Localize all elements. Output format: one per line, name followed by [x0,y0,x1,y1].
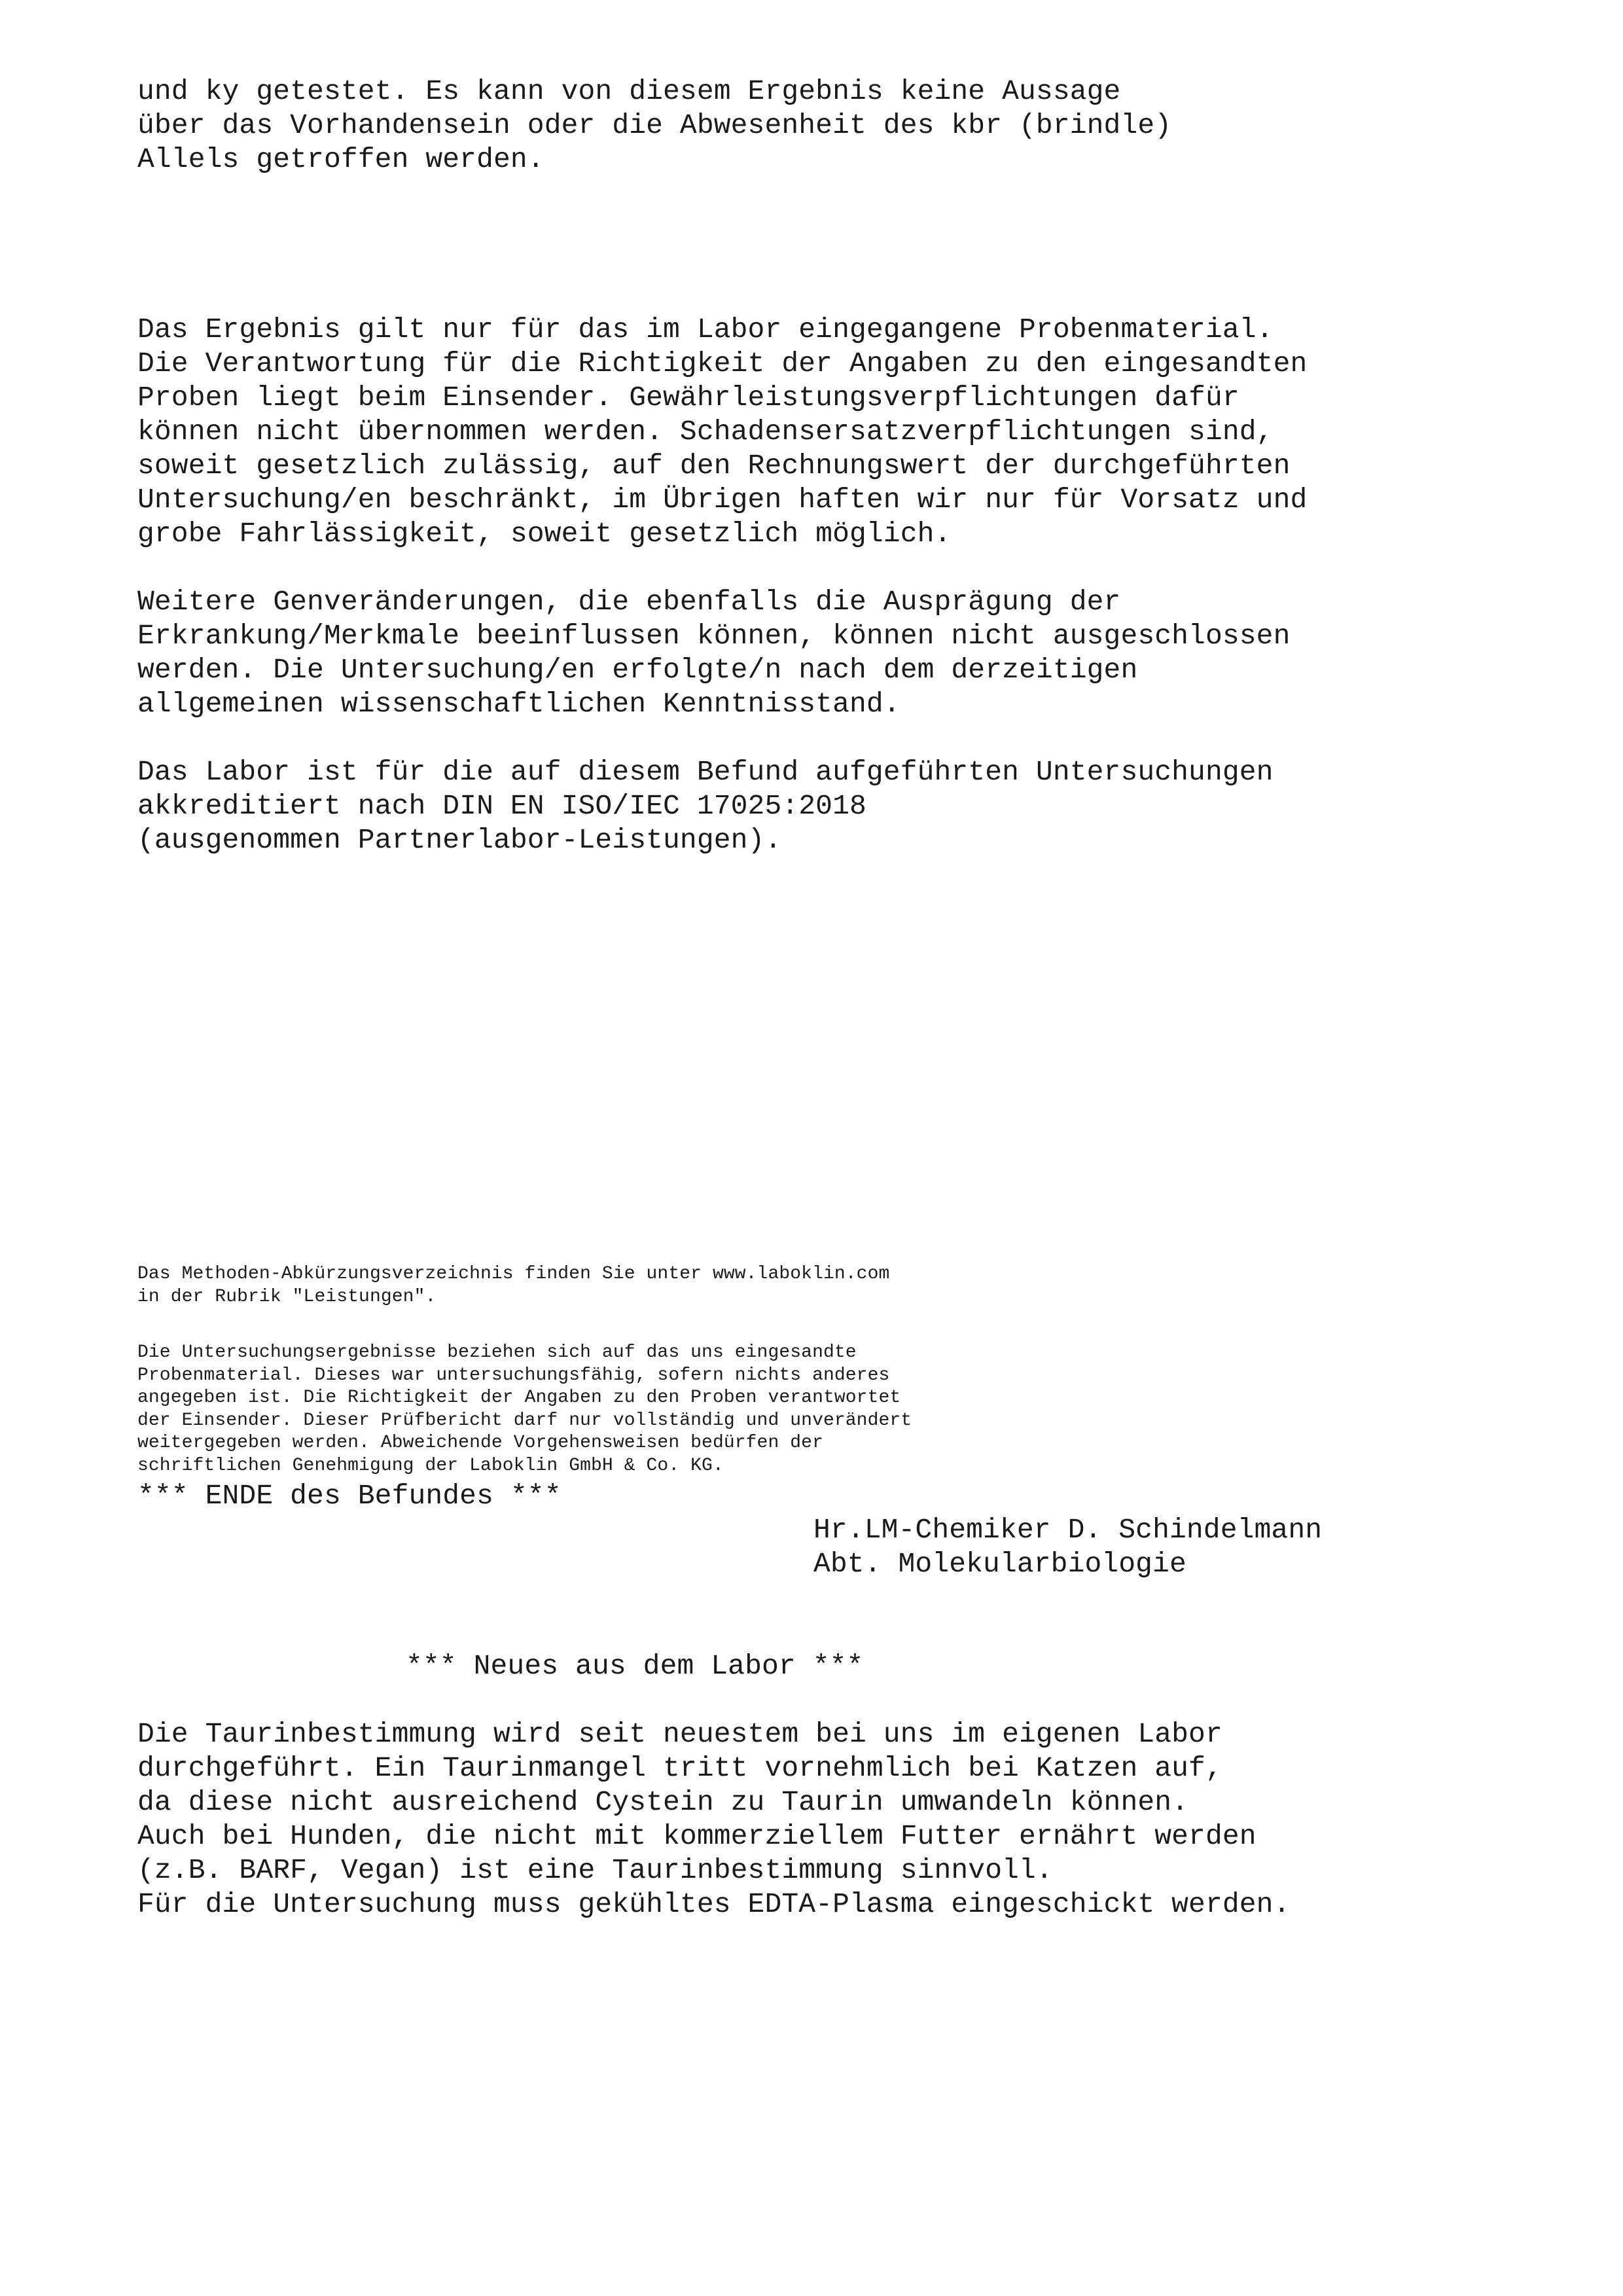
results-note [137,1342,912,1477]
disclaimer-line: grobe Fahrlässigkeit, soweit gesetzlich möglich. [137,518,952,550]
disclaimer-line: Die Verantwortung für die Richtigkeit der Angaben zu den eingesandten [137,348,1308,380]
disclaimer-line: Das Ergebnis gilt nur für das im Labor eingegangene Probenmaterial. [137,314,1274,346]
news-title-text: *** Neues aus dem Labor *** [406,1650,864,1682]
intro-line: Allels getroffen werden. [137,143,544,175]
end-marker-text: *** ENDE des Befundes *** [137,1480,562,1512]
abbreviations-line: in der Rubrik "Leistungen". [137,1286,437,1307]
abbreviations-line: Das Methoden-Abkürzungsverzeichnis finden Sie unter www.laboklin.com [137,1264,890,1284]
results-note-line: der Einsender. Dieser Prüfbericht darf nur vollständig und unverändert [137,1410,912,1431]
disclaimer-line: können nicht übernommen werden. Schadensersatzverpflichtungen sind, [137,416,1274,448]
disclaimer-line: Proben liegt beim Einsender. Gewährleistungsverpflichtungen dafür [137,382,1240,414]
intro-paragraph [137,75,1171,177]
accreditation-line: akkreditiert nach DIN EN ISO/IEC 17025:2018 [137,790,866,822]
signature-block [813,1513,1322,1581]
genetics-note-line: werden. Die Untersuchung/en erfolgte/n nach dem derzeitigen [137,654,1138,686]
disclaimer-line: Untersuchung/en beschränkt, im Übrigen haften wir nur für Vorsatz und [137,484,1308,516]
abbreviations-note [137,1263,889,1308]
genetics-note-line: Erkrankung/Merkmale beeinflussen können, können nicht ausgeschlossen [137,620,1291,652]
intro-line: und ky getestet. Es kann von diesem Ergebnis keine Aussage [137,75,1121,107]
news-paragraph [137,1717,1291,1922]
news-line: durchgeführt. Ein Taurinmangel tritt vornehmlich bei Katzen auf, [137,1752,1222,1784]
accreditation-line: Das Labor ist für die auf diesem Befund aufgeführten Untersuchungen [137,756,1274,788]
news-line: (z.B. BARF, Vegan) ist eine Taurinbestimmung sinnvoll. [137,1854,1053,1886]
genetics-note-paragraph [137,585,1291,721]
disclaimer-paragraph [137,313,1307,551]
news-line: da diese nicht ausreichend Cystein zu Taurin umwandeln können. [137,1786,1189,1818]
news-line: Die Taurinbestimmung wird seit neuestem bei uns im eigenen Labor [137,1718,1222,1750]
news-line: Für die Untersuchung muss gekühltes EDTA-Plasma eingeschickt werden. [137,1888,1291,1920]
results-note-line: angegeben ist. Die Richtigkeit der Angaben zu den Proben verantwortet [137,1388,901,1408]
genetics-note-line: Weitere Genveränderungen, die ebenfalls die Ausprägung der [137,586,1121,618]
results-note-line: Probenmaterial. Dieses war untersuchungsfähig, sofern nichts anderes [137,1365,890,1386]
accreditation-line: (ausgenommen Partnerlabor-Leistungen). [137,824,782,856]
disclaimer-line: soweit gesetzlich zulässig, auf den Rechnungswert der durchgeführten [137,450,1291,482]
intro-line: über das Vorhandensein oder die Abwesenheit des kbr (brindle) [137,109,1172,141]
results-note-line: weitergegeben werden. Abweichende Vorgehensweisen bedürfen der [137,1433,823,1453]
genetics-note-line: allgemeinen wissenschaftlichen Kenntnisstand. [137,688,901,720]
signatory-department: Abt. Molekularbiologie [813,1548,1186,1580]
accreditation-paragraph [137,755,1274,857]
news-line: Auch bei Hunden, die nicht mit kommerziellem Futter ernährt werden [137,1820,1257,1852]
news-title [406,1649,863,1683]
end-of-report-marker [137,1479,562,1513]
results-note-line: schriftlichen Genehmigung der Laboklin GmbH & Co. KG. [137,1455,724,1476]
signatory-name: Hr.LM-Chemiker D. Schindelmann [813,1514,1323,1546]
results-note-line: Die Untersuchungsergebnisse beziehen sich auf das uns eingesandte [137,1342,857,1363]
